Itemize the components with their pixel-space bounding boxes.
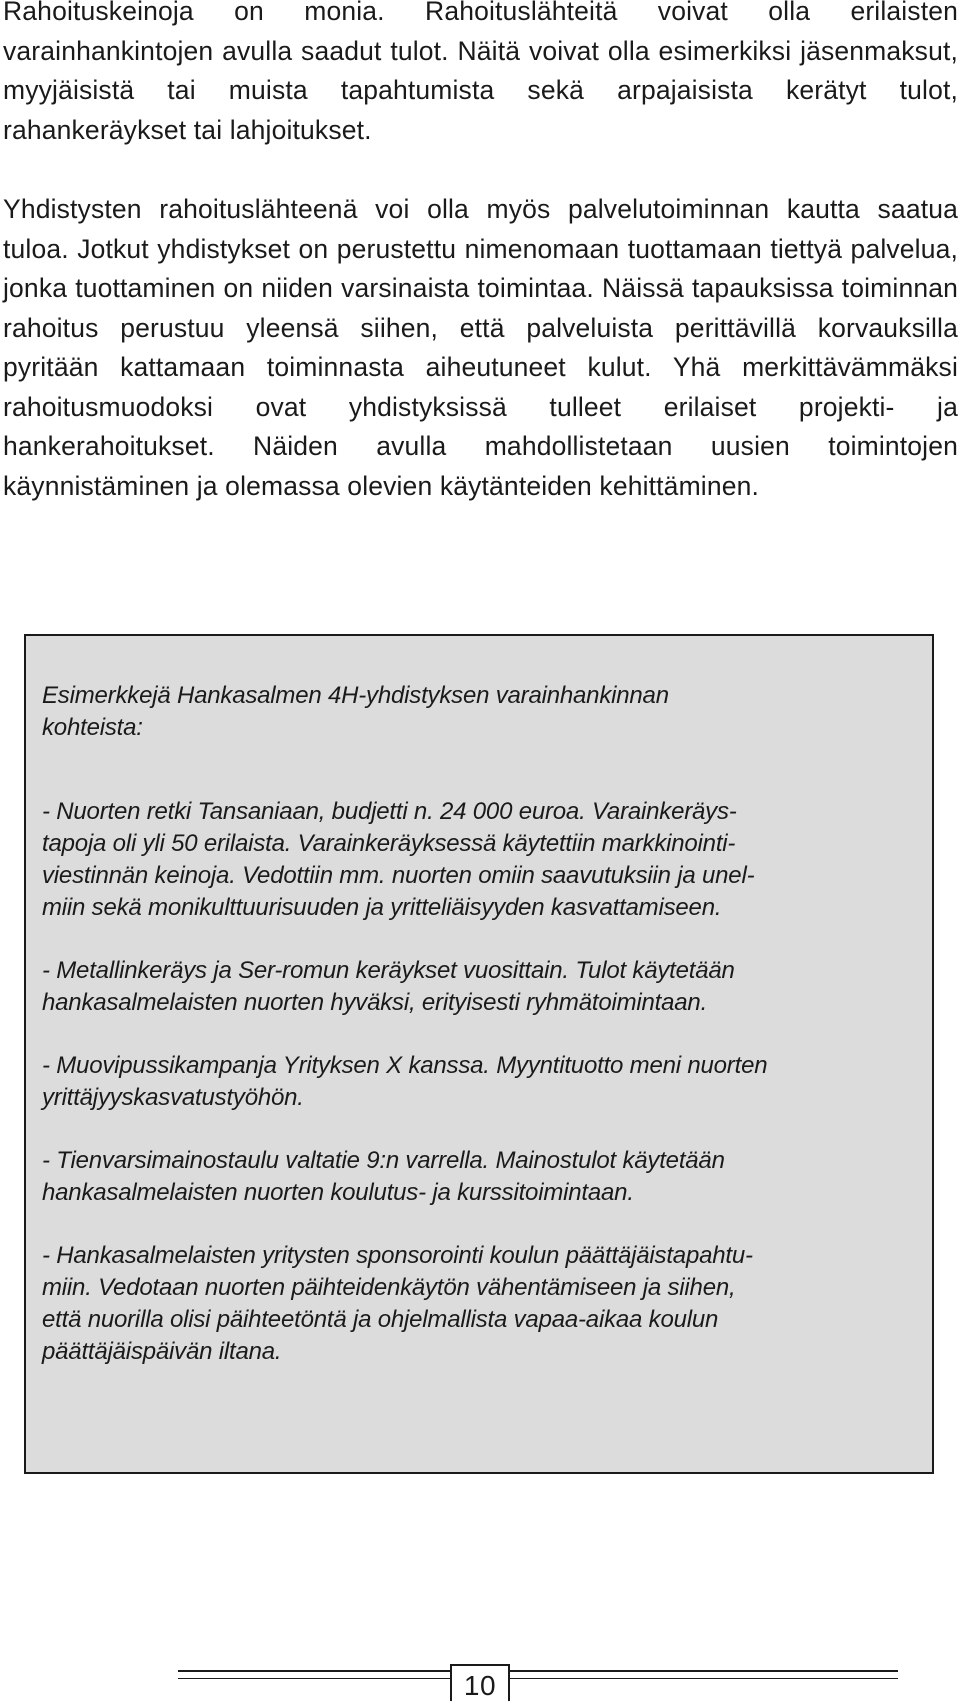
page-number: 10 [450,1664,510,1701]
body-paragraph-funding-sources: Rahoituskeinoja on monia. Rahoituslähteitä voivat olla erilaisten varainhankintojen avulla saadut tulot. Näitä voivat olla esimerkiksi jäsenmaksut, myyjäisistä tai muista tapahtumista sekä arpajaisista kerätyt tulot, rahankeräykset tai lahjoitukset. [3,0,958,145]
example-box-heading: Esimerkkejä Hankasalmen 4H-yhdistyksen varainhankinnan kohteista: [42,682,669,741]
example-box-content [42,680,922,1399]
example-item-company-sponsorship: - Hankasalmelaisten yritysten sponsorointi koulun päättäjäistapahtu- miin. Vedotaan nuorten päihteidenkäytön vähentämiseen ja siihen, että nuorilla olisi päihteetöntä ja ohjelmallista vapaa-aikaa koulun päättäjäispäivän iltana. [42,1242,753,1365]
example-item-tansania-trip: - Nuorten retki Tansaniaan, budjetti n. 24 000 euroa. Varainkeräys- tapoja oli yli 50 erilaista. Varainkeräyksessä käytettiin markkinointi- viestinnän keinoja. Vedottiin mm. nuorten omiin saavutuksiin ja unel- miin sekä monikulttuurisuuden ja yritteliäisyyden kasvattamiseen. [42,798,755,921]
example-item-plastic-bag-campaign: - Muovipussikampanja Yrityksen X kanssa. Myyntituotto meni nuorten yrittäjyyskasvatustyöhön. [42,1052,768,1111]
footer-rule-right-thin [510,1678,898,1679]
body-paragraph-service-income: Yhdistysten rahoituslähteenä voi olla myös palvelutoiminnan kautta saatua tuloa. Jotkut yhdistykset on perustettu nimenomaan tuottamaan tiettyä palvelua, jonka tuottaminen on niiden varsinaista toimintaa. Näissä tapauksissa toiminnan rahoitus perustuu yleensä siihen, että palveluista perittävillä korvauksilla pyritään kattamaan toiminnasta aiheutuneet kulut. Yhä merkittävämmäksi rahoitusmuodoksi ovat yhdistyksissä tulleet erilaiset projekti- ja hankerahoitukset. Näiden avulla mahdollistetaan uusien toimintojen käynnistäminen ja olemassa olevien käytänteiden kehittäminen. [3,194,958,501]
example-item-metal-collection: - Metallinkeräys ja Ser-romun keräykset vuosittain. Tulot käytetään hankasalmelaisten nuorten hyväksi, erityisesti ryhmätoimintaan. [42,957,735,1016]
footer-rule-right [510,1670,898,1672]
example-box [24,634,934,1474]
footer-rule-left-thin [178,1678,450,1679]
footer-rule-left [178,1670,450,1672]
example-item-roadside-billboard: - Tienvarsimainostaulu valtatie 9:n varrella. Mainostulot käytetään hankasalmelaisten nuorten koulutus- ja kurssitoimintaan. [42,1147,725,1206]
page-footer [178,1664,898,1701]
